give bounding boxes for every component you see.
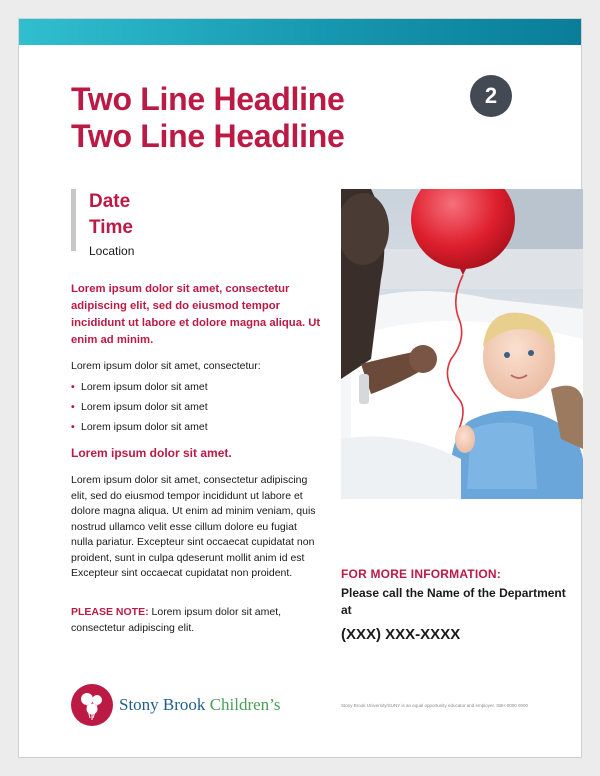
- bullet-list: [71, 377, 321, 437]
- event-details: [71, 189, 135, 258]
- stony-brook-childrens-logo: [71, 684, 281, 726]
- info-body: Please call the Name of the Department at: [341, 586, 566, 617]
- intro-text: Lorem ipsum dolor sit amet, consectetur:: [71, 360, 261, 372]
- list-item: • Lorem ipsum dolor sit amet: [71, 377, 321, 397]
- top-color-bar: [19, 19, 581, 45]
- headline-line-1: Two Line Headline: [71, 81, 345, 117]
- child-with-balloon-photo: [341, 189, 583, 499]
- flyer-page: [18, 18, 582, 758]
- event-time: Time: [89, 217, 134, 238]
- lead-paragraph: Lorem ipsum dolor sit amet, consectetur adipiscing elit, sed do eiusmod tempor incididunt ut labore et dolore magna aliqua. Ut enim ad minim.: [71, 283, 321, 346]
- event-date: Date: [89, 191, 131, 212]
- note-paragraph: [71, 605, 321, 636]
- subheading: Lorem ipsum dolor sit amet.: [71, 446, 232, 460]
- fine-print: Stony Brook University/SUNY is an equal opportunity educator and employer. SBH 0000 0000: [341, 703, 529, 708]
- logo-wordmark: [119, 695, 281, 715]
- logo-name-part-2: Children’s: [209, 695, 281, 714]
- info-heading: FOR MORE INFORMATION:: [341, 567, 501, 581]
- headline: [71, 81, 451, 155]
- phone-number: (XXX) XXX-XXXX: [341, 626, 461, 643]
- note-label: PLEASE NOTE:: [71, 606, 149, 618]
- page-number-badge: 2: [470, 75, 512, 117]
- hero-photo: [341, 189, 583, 499]
- body-paragraph: Lorem ipsum dolor sit amet, consectetur adipiscing elit, sed do eiusmod tempor incididunt ut labore et dolore magna aliqua. Ut enim ad minim veniam, quis nostrud ullamco velit esse cillum dolore eu fugiat nulla pariatur. Excepteur sint occaecat cupidatat non proident, sunt in culpa qdeserunt mollit anim id est Excepteur sint occaecat cupidatat non proident.: [71, 474, 316, 579]
- headline-line-2: Two Line Headline: [71, 118, 345, 154]
- contact-info: [341, 565, 571, 645]
- list-item: • Lorem ipsum dolor sit amet: [71, 417, 321, 437]
- note-text: Lorem ipsum dolor sit amet, consectetur adipiscing elit.: [71, 606, 282, 634]
- list-item: • Lorem ipsum dolor sit amet: [71, 397, 321, 417]
- balloon-logo-icon: [71, 684, 113, 726]
- logo-name-part-1: Stony Brook: [119, 695, 210, 714]
- event-location: Location: [89, 244, 135, 258]
